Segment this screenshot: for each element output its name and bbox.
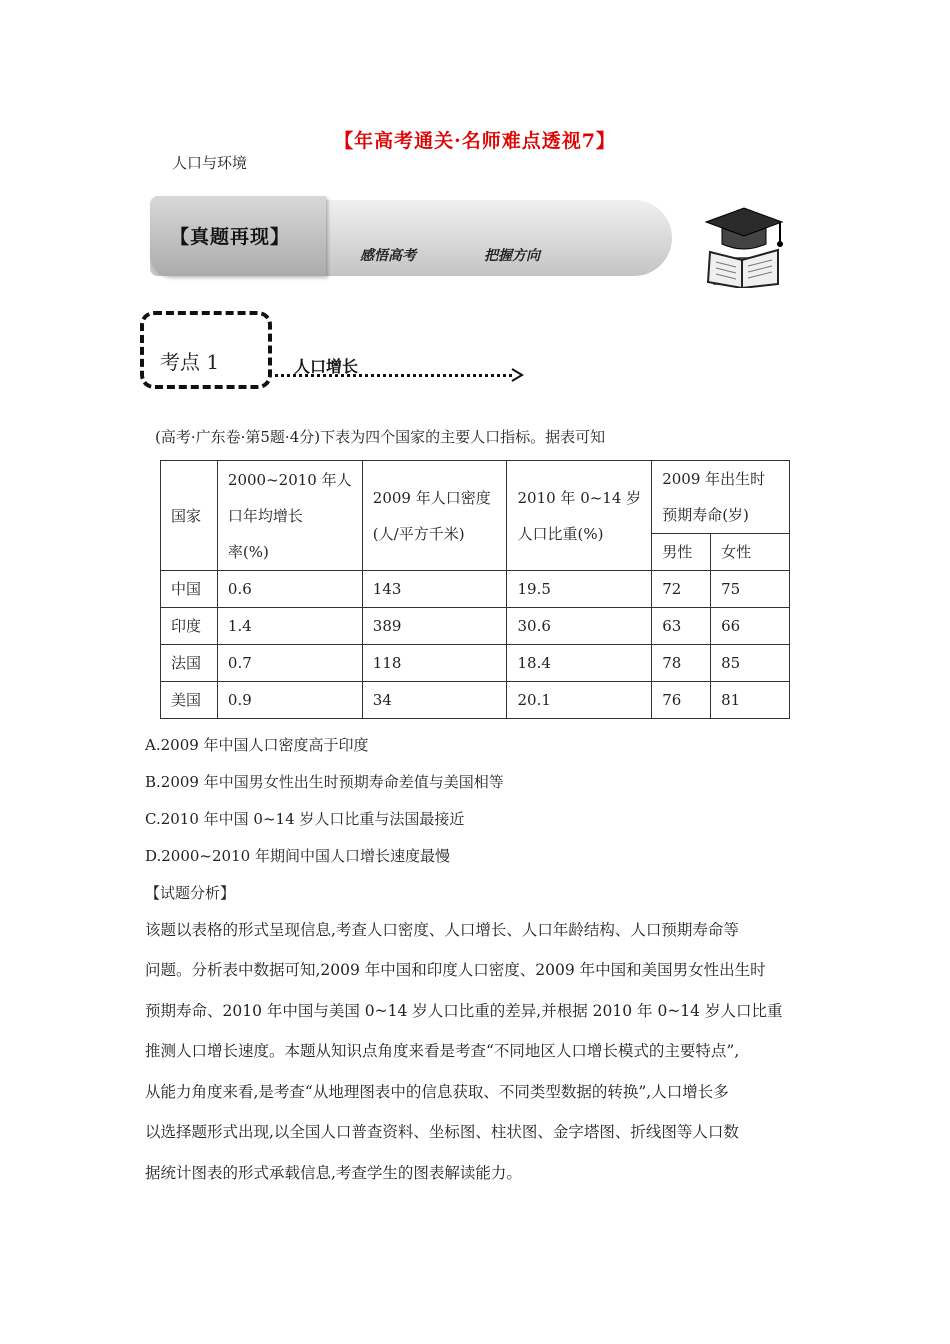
option-c: C.2010 年中国 0~14 岁人口比重与法国最接近 — [145, 810, 465, 828]
banner-slogan-2: 把握方向 — [484, 248, 540, 264]
dotted-connector — [268, 374, 512, 377]
header-male: 男性 — [652, 534, 711, 571]
cell-female: 81 — [711, 682, 790, 719]
cell-ratio: 19.5 — [507, 571, 652, 608]
cell-female: 85 — [711, 645, 790, 682]
analysis-line: 问题。分析表中数据可知,2009 年中国和印度人口密度、2009 年中国和美国男女性出生时 — [145, 961, 766, 979]
header-ratio: 2010 年 0~14 岁 人口比重(%) — [507, 461, 652, 571]
analysis-line: 从能力角度来看,是考查“从地理图表中的信息获取、不同类型数据的转换”,人口增长多 — [145, 1083, 729, 1101]
population-table — [160, 460, 790, 719]
cell-female: 66 — [711, 608, 790, 645]
table-row — [161, 682, 790, 719]
cell-country: 美国 — [161, 682, 218, 719]
analysis-line: 该题以表格的形式呈现信息,考查人口密度、人口增长、人口年龄结构、人口预期寿命等 — [145, 921, 739, 939]
analysis-line: 推测人口增长速度。本题从知识点角度来看是考查“不同地区人口增长模式的主要特点”, — [145, 1042, 740, 1060]
cell-growth: 0.9 — [217, 682, 362, 719]
header-female: 女性 — [711, 534, 790, 571]
header-density: 2009 年人口密度 (人/平方千米) — [362, 461, 507, 571]
cell-ratio: 18.4 — [507, 645, 652, 682]
page-title: 【年高考通关·名师难点透视7】 — [334, 130, 616, 152]
kaodian-label: 考点 1 — [160, 350, 220, 374]
cell-growth: 1.4 — [217, 608, 362, 645]
page-subtitle: 人口与环境 — [172, 154, 248, 172]
section-banner-label: 【真题再现】 — [170, 226, 291, 248]
option-a: A.2009 年中国人口密度高于印度 — [145, 736, 369, 754]
section-banner-label-box — [150, 196, 326, 276]
kaodian-topic: 人口增长 — [294, 357, 359, 376]
cell-density: 118 — [362, 645, 507, 682]
option-d: D.2000~2010 年期间中国人口增长速度最慢 — [145, 847, 450, 865]
banner-slogan-1: 感悟高考 — [360, 248, 416, 264]
cell-country: 法国 — [161, 645, 218, 682]
analysis-line: 预期寿命、2010 年中国与美国 0~14 岁人口比重的差异,并根据 2010 年 0~14 岁人口比重 — [145, 1002, 783, 1020]
cell-density: 389 — [362, 608, 507, 645]
cell-male: 63 — [652, 608, 711, 645]
header-growth: 2000~2010 年人 口年均增长 率(%) — [217, 461, 362, 571]
cell-density: 143 — [362, 571, 507, 608]
cell-female: 75 — [711, 571, 790, 608]
header-life: 2009 年出生时 预期寿命(岁) — [652, 461, 790, 534]
analysis-line: 据统计图表的形式承载信息,考查学生的图表解读能力。 — [145, 1164, 522, 1182]
analysis-line: 以选择题形式出现,以全国人口普查资料、坐标图、柱状图、金字塔图、折线图等人口数 — [145, 1123, 739, 1141]
cell-male: 78 — [652, 645, 711, 682]
header-country: 国家 — [161, 461, 218, 571]
cell-density: 34 — [362, 682, 507, 719]
cell-country: 中国 — [161, 571, 218, 608]
cell-country: 印度 — [161, 608, 218, 645]
question-stem: (高考·广东卷·第5题·4分)下表为四个国家的主要人口指标。据表可知 — [155, 428, 606, 446]
cell-male: 72 — [652, 571, 711, 608]
analysis-title: 【试题分析】 — [145, 884, 236, 902]
table-row — [161, 608, 790, 645]
table-row — [161, 571, 790, 608]
graduation-book-icon — [700, 200, 784, 288]
cell-growth: 0.6 — [217, 571, 362, 608]
table-row — [161, 645, 790, 682]
cell-growth: 0.7 — [217, 645, 362, 682]
cell-ratio: 20.1 — [507, 682, 652, 719]
arrow-right-icon — [508, 365, 528, 385]
cell-ratio: 30.6 — [507, 608, 652, 645]
cell-male: 76 — [652, 682, 711, 719]
option-b: B.2009 年中国男女性出生时预期寿命差值与美国相等 — [145, 773, 504, 791]
